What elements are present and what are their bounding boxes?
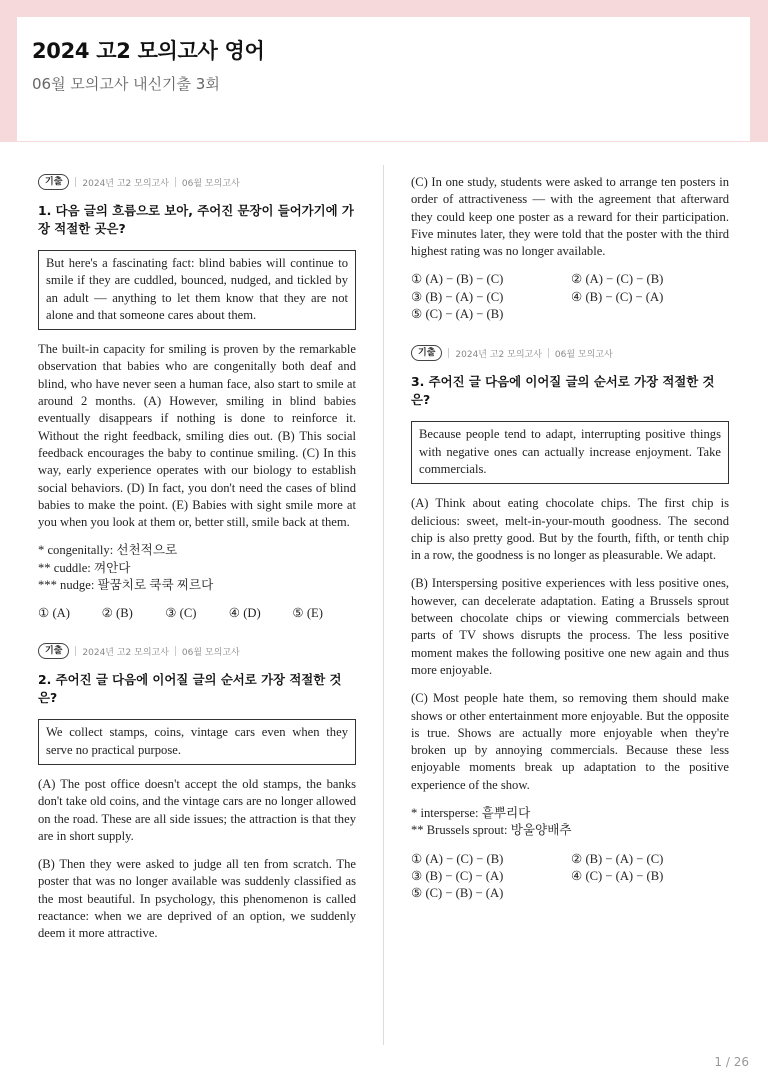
footnote: * intersperse: 흩뿌리다 — [411, 806, 531, 821]
exam-year: 2024년 고2 모의고사 — [82, 178, 169, 189]
document-title: 2024 고2 모의고사 영어 — [32, 39, 265, 63]
choice[interactable]: ④ (D) — [228, 606, 261, 621]
answer-choices — [411, 851, 729, 903]
answer-choices — [411, 271, 729, 323]
column-divider — [383, 165, 384, 1045]
given-sentence-box — [38, 250, 356, 330]
paragraph-a: (A) The post office doesn't accept the old stamps, the banks don't take old coins, and the vintage cars are no longer allowed on the road. These are all side issues; the attraction is that they are in short supply. — [38, 776, 356, 843]
left-column — [38, 174, 356, 943]
footnote: * congenitally: 선천적으로 — [38, 543, 178, 558]
question-title: 1. 다음 글의 흐름으로 보아, 주어진 문장이 들어가기에 가장 적절한 곳은? — [38, 203, 354, 236]
choice[interactable]: ② (A) − (C) − (B) — [571, 272, 664, 287]
paragraph-a: (A) Think about eating chocolate chips. The first chip is delicious: sweet, melt-in-your-mouth goodness. The second chip is also pretty good. But by the fourth, fifth, or tenth chip in a row, the goodness is no longer as pleasurable. We adapt. — [411, 496, 729, 563]
paragraph-c: (C) In one study, students were asked to arrange ten posters in order of attractiveness — with the agreement that afterward they could keep one poster as a reward for their participation. Five minutes later, they were told that the poster with the third highest rating was no longer available. — [411, 175, 729, 259]
question-meta — [38, 174, 356, 190]
choice[interactable]: ② (B) — [101, 606, 133, 621]
footnotes — [411, 805, 729, 840]
choice[interactable]: ③ (C) — [165, 606, 197, 621]
answer-choices — [38, 605, 356, 621]
question-3 — [411, 345, 729, 902]
choice[interactable]: ① (A) — [38, 606, 70, 621]
question-2 — [38, 643, 356, 942]
choice[interactable]: ① (A) − (B) − (C) — [411, 272, 504, 287]
question-title: 2. 주어진 글 다음에 이어질 글의 순서로 가장 적절한 것은? — [38, 672, 342, 706]
choice[interactable]: ④ (C) − (A) − (B) — [571, 868, 664, 883]
footnote: ** Brussels sprout: 방울양배추 — [411, 823, 572, 838]
page-number: 1 / 26 — [714, 1055, 749, 1069]
exam-tag: 기출 — [411, 345, 442, 361]
choice[interactable]: ① (A) − (C) − (B) — [411, 851, 504, 866]
choice[interactable]: ⑤ (C) − (A) − (B) — [411, 307, 504, 322]
question-title: 3. 주어진 글 다음에 이어질 글의 순서로 가장 적절한 것은? — [411, 374, 715, 408]
given-sentence: But here's a fascinating fact: blind babies will continue to smile if they are cuddled, bounced, nudged, and tickled by an adult — anything to let them know that they are not alone and that someone cares about them. — [46, 256, 348, 322]
exam-tag: 기출 — [38, 643, 69, 659]
given-text: We collect stamps, coins, vintage cars even when they serve no practical purpose. — [46, 725, 348, 757]
given-text-box — [38, 719, 356, 765]
choice[interactable]: ② (B) − (A) − (C) — [571, 851, 664, 866]
choice[interactable]: ③ (B) − (A) − (C) — [411, 289, 504, 304]
exam-month: 06월 모의고사 — [181, 647, 240, 658]
paragraph-b: (B) Interspersing positive experiences with less positive ones, however, can decelerate adaptation. Eating a Brussels sprout between chocolate chips or viewing commercials between parts of TV shows disrupts the process. The less positive moment makes the following positive one new again and thus more enjoyable. — [411, 576, 729, 677]
exam-month: 06월 모의고사 — [554, 349, 613, 360]
exam-year: 2024년 고2 모의고사 — [82, 647, 169, 658]
footnote: *** nudge: 팔꿈치로 쿡쿡 찌르다 — [38, 578, 214, 593]
given-text-box — [411, 421, 729, 484]
question-meta — [38, 643, 356, 659]
given-text: Because people tend to adapt, interrupting positive things with negative ones can actually increase enjoyment. Take commercials. — [419, 427, 721, 476]
exam-month: 06월 모의고사 — [181, 178, 240, 189]
paragraph-b: (B) Then they were asked to judge all ten from scratch. The poster that was no longer available was suddenly classified as the most beautiful. In psychology, this phenomenon is called reactance: when we are deprived of an option, we suddenly deem it more attractive. — [38, 857, 356, 941]
footnotes — [38, 542, 356, 594]
choice[interactable]: ④ (B) − (C) − (A) — [571, 289, 664, 304]
choice[interactable]: ⑤ (E) — [292, 606, 323, 621]
choice[interactable]: ③ (B) − (C) − (A) — [411, 868, 504, 883]
paragraph-c: (C) Most people hate them, so removing them should make shows or other entertainment more enjoyable. But the opposite is true. Shows are actually more enjoyable when they're broken up by annoying commercials. Because these less enjoyable moments break up adaptation to the positive experience of the show. — [411, 691, 729, 792]
exam-year: 2024년 고2 모의고사 — [455, 349, 542, 360]
right-column — [411, 174, 729, 903]
question-1 — [38, 174, 356, 621]
footnote: ** cuddle: 껴안다 — [38, 560, 131, 575]
question-meta — [411, 345, 729, 361]
passage: The built-in capacity for smiling is proven by the remarkable observation that babies who are congenitally both deaf and blind, who have never seen a human face, also start to smile at around 2 months. (A) However, smiling in blind babies eventually disappears if nothing is done to reinforce it. Without the right feedback, smiling dies out. (B) This social feedback encourages the baby to continue smiling. (C) In this way, early experience operates with our biology to establish social behaviors. (D) In fact, you don't need the cases of blind babies to make the point. (E) Babies with sight smile more at you when you look at them or, better still, smile back at them. — [38, 342, 356, 530]
choice[interactable]: ⑤ (C) − (B) − (A) — [411, 886, 504, 901]
document-subtitle: 06월 모의고사 내신기출 3회 — [32, 75, 220, 93]
exam-tag: 기출 — [38, 174, 69, 190]
